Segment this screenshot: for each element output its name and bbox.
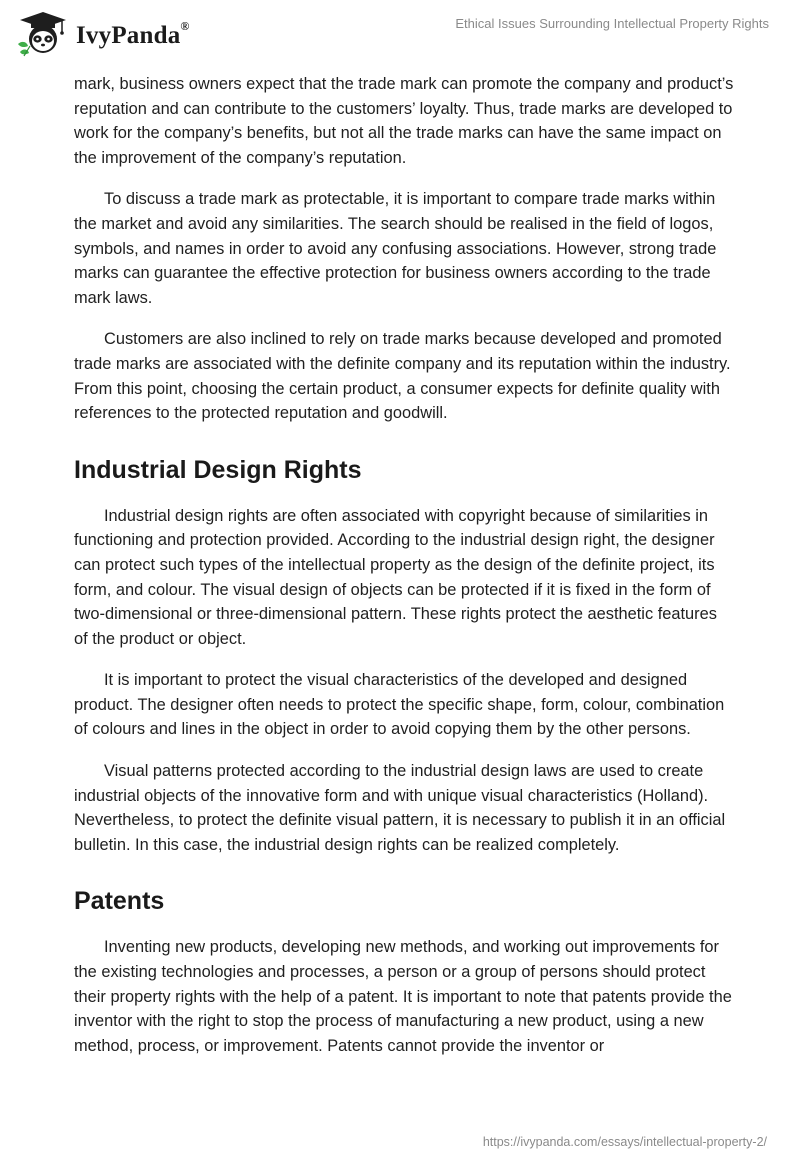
paragraph: Inventing new products, developing new methods, and working out improvements for the existing technologies and processes, a person or a group of persons should protect their property rights with the help of a patent. It is important to note that patents provide the inventor with the right to stop the process of manufacturing a new product, using a new method, process, or improvement. Patents cannot provide the inventor or: [74, 938, 732, 1055]
document-title: Ethical Issues Surrounding Intellectual Property Rights: [455, 16, 769, 31]
paragraph: Industrial design rights are often associated with copyright because of similarities in functioning and protection provided. According to the industrial design right, the designer can protect such types of the intellectual property as the design of the definite project, its form, and colour. The visual design of objects can be protected if it is fixed in the form of two-dimensional or three-dimensional pattern. These rights protect the aesthetic features of the product or object.: [74, 506, 717, 648]
section-heading-industrial-design: Industrial Design Rights: [74, 455, 362, 484]
panda-graduate-icon: [14, 10, 72, 58]
registered-mark: ®: [180, 18, 190, 33]
ivypanda-logo[interactable]: [14, 10, 190, 58]
section-heading-patents: Patents: [74, 887, 165, 916]
source-url-link[interactable]: https://ivypanda.com/essays/intellectual-property-2/: [482, 1135, 767, 1149]
paragraph: mark, business owners expect that the trade mark can promote the company and product’s reputation and can contribute to the customers’ loyalty. Thus, trade marks are developed to work for the company’s benefits, but not all the trade marks can have the same impact on the improvement of the company’s reputation.: [74, 75, 734, 167]
paragraph: Visual patterns protected according to the industrial design laws are used to create industrial objects of the innovative form and with unique visual characteristics (Holland). Nevertheless, to protect the definite visual pattern, it is necessary to publish it in an official bulletin. In this case, the industrial design rights can be realized completely.: [74, 762, 726, 854]
page-header: [0, 0, 800, 66]
brand-name: IvyPanda®: [76, 18, 190, 49]
paragraph: To discuss a trade mark as protectable, it is important to compare trade marks within the market and avoid any similarities. The search should be realised in the field of logos, symbols, and names in order to avoid any confusing associations. However, strong trade marks can guarantee the effective protection for business owners according to the trade mark laws.: [74, 190, 717, 307]
paragraph: Customers are also inclined to rely on trade marks because developed and promoted trade marks are associated with the definite company and its reputation within the industry. From this point, choosing the certain product, a consumer expects for definite quality with references to the protected reputation and goodwill.: [74, 330, 731, 423]
paragraph: It is important to protect the visual characteristics of the developed and designed product. The designer often needs to protect the specific shape, form, colour, combination of colours and lines in the object in order to avoid copying them by the other persons.: [74, 671, 725, 739]
essay-body: [74, 72, 734, 1075]
